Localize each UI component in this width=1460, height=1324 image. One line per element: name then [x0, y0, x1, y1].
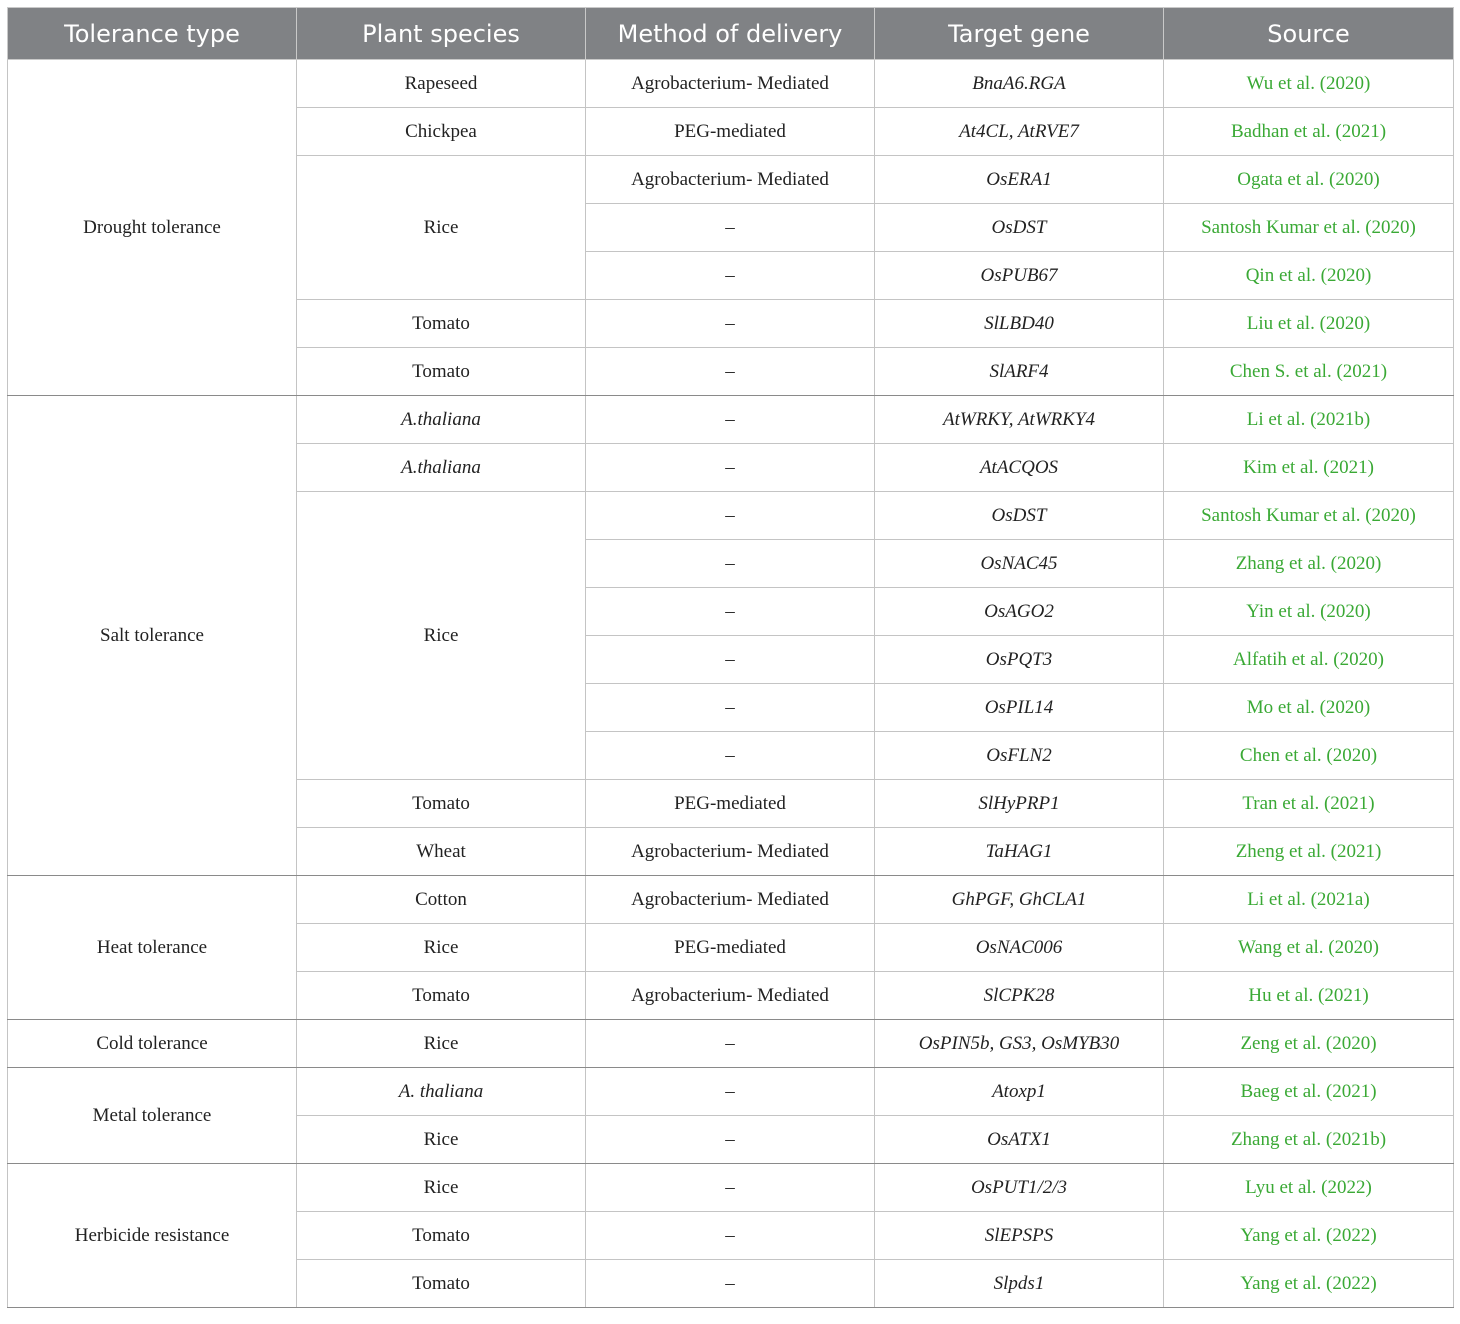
- header-tolerance-type: Tolerance type: [8, 8, 297, 60]
- tolerance-type-cell: Cold tolerance: [8, 1020, 297, 1068]
- source-reference-link[interactable]: Ogata et al. (2020): [1164, 156, 1454, 204]
- delivery-method-cell: –: [586, 252, 875, 300]
- delivery-method-cell: –: [586, 588, 875, 636]
- plant-species-cell: Rice: [297, 1116, 586, 1164]
- table-body: [8, 60, 1454, 1308]
- delivery-method-cell: –: [586, 1260, 875, 1308]
- delivery-method-cell: –: [586, 396, 875, 444]
- target-gene-cell: Slpds1: [875, 1260, 1164, 1308]
- target-gene-cell: BnaA6.RGA: [875, 60, 1164, 108]
- source-reference-link[interactable]: Baeg et al. (2021): [1164, 1068, 1454, 1116]
- delivery-method-cell: –: [586, 540, 875, 588]
- table-row: [8, 60, 1454, 108]
- header-method-of-delivery: Method of delivery: [586, 8, 875, 60]
- source-reference-link[interactable]: Zhang et al. (2021b): [1164, 1116, 1454, 1164]
- target-gene-cell: OsATX1: [875, 1116, 1164, 1164]
- source-reference-link[interactable]: Badhan et al. (2021): [1164, 108, 1454, 156]
- plant-species-cell: Rice: [297, 1020, 586, 1068]
- delivery-method-cell: –: [586, 348, 875, 396]
- target-gene-cell: OsPIN5b, GS3, OsMYB30: [875, 1020, 1164, 1068]
- header-row: [8, 8, 1454, 60]
- source-reference-link[interactable]: Santosh Kumar et al. (2020): [1164, 204, 1454, 252]
- source-reference-link[interactable]: Lyu et al. (2022): [1164, 1164, 1454, 1212]
- delivery-method-cell: PEG-mediated: [586, 108, 875, 156]
- source-reference-link[interactable]: Chen S. et al. (2021): [1164, 348, 1454, 396]
- delivery-method-cell: –: [586, 1068, 875, 1116]
- source-reference-link[interactable]: Zhang et al. (2020): [1164, 540, 1454, 588]
- plant-species-cell: Tomato: [297, 1212, 586, 1260]
- plant-species-cell: Tomato: [297, 1260, 586, 1308]
- target-gene-cell: OsFLN2: [875, 732, 1164, 780]
- target-gene-cell: OsERA1: [875, 156, 1164, 204]
- delivery-method-cell: Agrobacterium- Mediated: [586, 828, 875, 876]
- target-gene-cell: OsPIL14: [875, 684, 1164, 732]
- source-reference-link[interactable]: Yang et al. (2022): [1164, 1260, 1454, 1308]
- table-row: [8, 876, 1454, 924]
- delivery-method-cell: Agrobacterium- Mediated: [586, 876, 875, 924]
- plant-species-cell: Cotton: [297, 876, 586, 924]
- target-gene-cell: GhPGF, GhCLA1: [875, 876, 1164, 924]
- delivery-method-cell: –: [586, 1212, 875, 1260]
- source-reference-link[interactable]: Yin et al. (2020): [1164, 588, 1454, 636]
- target-gene-cell: AtWRKY, AtWRKY4: [875, 396, 1164, 444]
- plant-species-cell: Rice: [297, 156, 586, 300]
- tolerance-type-cell: Salt tolerance: [8, 396, 297, 876]
- plant-species-cell: A.thaliana: [297, 444, 586, 492]
- plant-species-cell: Rice: [297, 1164, 586, 1212]
- source-reference-link[interactable]: Chen et al. (2020): [1164, 732, 1454, 780]
- source-reference-link[interactable]: Santosh Kumar et al. (2020): [1164, 492, 1454, 540]
- source-reference-link[interactable]: Zeng et al. (2020): [1164, 1020, 1454, 1068]
- delivery-method-cell: –: [586, 732, 875, 780]
- source-reference-link[interactable]: Mo et al. (2020): [1164, 684, 1454, 732]
- target-gene-cell: OsDST: [875, 492, 1164, 540]
- delivery-method-cell: –: [586, 636, 875, 684]
- source-reference-link[interactable]: Wu et al. (2020): [1164, 60, 1454, 108]
- source-reference-link[interactable]: Zheng et al. (2021): [1164, 828, 1454, 876]
- plant-species-cell: Rapeseed: [297, 60, 586, 108]
- table-container: [7, 7, 1453, 1308]
- target-gene-cell: SlHyPRP1: [875, 780, 1164, 828]
- tolerance-type-cell: Heat tolerance: [8, 876, 297, 1020]
- plant-species-cell: A. thaliana: [297, 1068, 586, 1116]
- gene-tolerance-table: [7, 7, 1454, 1308]
- table-row: [8, 1020, 1454, 1068]
- plant-species-cell: Rice: [297, 924, 586, 972]
- source-reference-link[interactable]: Li et al. (2021b): [1164, 396, 1454, 444]
- tolerance-type-cell: Drought tolerance: [8, 60, 297, 396]
- table-header: [8, 8, 1454, 60]
- header-plant-species: Plant species: [297, 8, 586, 60]
- target-gene-cell: OsPUT1/2/3: [875, 1164, 1164, 1212]
- plant-species-cell: Tomato: [297, 300, 586, 348]
- table-row: [8, 1164, 1454, 1212]
- plant-species-cell: Tomato: [297, 972, 586, 1020]
- plant-species-cell: A.thaliana: [297, 396, 586, 444]
- target-gene-cell: SlCPK28: [875, 972, 1164, 1020]
- source-reference-link[interactable]: Liu et al. (2020): [1164, 300, 1454, 348]
- tolerance-type-cell: Herbicide resistance: [8, 1164, 297, 1308]
- plant-species-cell: Chickpea: [297, 108, 586, 156]
- target-gene-cell: At4CL, AtRVE7: [875, 108, 1164, 156]
- delivery-method-cell: PEG-mediated: [586, 924, 875, 972]
- plant-species-cell: Rice: [297, 492, 586, 780]
- source-reference-link[interactable]: Yang et al. (2022): [1164, 1212, 1454, 1260]
- tolerance-type-cell: Metal tolerance: [8, 1068, 297, 1164]
- source-reference-link[interactable]: Li et al. (2021a): [1164, 876, 1454, 924]
- delivery-method-cell: Agrobacterium- Mediated: [586, 156, 875, 204]
- delivery-method-cell: –: [586, 1116, 875, 1164]
- delivery-method-cell: –: [586, 492, 875, 540]
- target-gene-cell: OsNAC006: [875, 924, 1164, 972]
- target-gene-cell: OsPQT3: [875, 636, 1164, 684]
- plant-species-cell: Tomato: [297, 348, 586, 396]
- table-row: [8, 396, 1454, 444]
- target-gene-cell: Atoxp1: [875, 1068, 1164, 1116]
- target-gene-cell: OsNAC45: [875, 540, 1164, 588]
- source-reference-link[interactable]: Qin et al. (2020): [1164, 252, 1454, 300]
- source-reference-link[interactable]: Hu et al. (2021): [1164, 972, 1454, 1020]
- source-reference-link[interactable]: Wang et al. (2020): [1164, 924, 1454, 972]
- target-gene-cell: OsAGO2: [875, 588, 1164, 636]
- delivery-method-cell: –: [586, 1164, 875, 1212]
- source-reference-link[interactable]: Alfatih et al. (2020): [1164, 636, 1454, 684]
- header-source: Source: [1164, 8, 1454, 60]
- target-gene-cell: SlARF4: [875, 348, 1164, 396]
- plant-species-cell: Wheat: [297, 828, 586, 876]
- delivery-method-cell: –: [586, 1020, 875, 1068]
- delivery-method-cell: –: [586, 444, 875, 492]
- delivery-method-cell: PEG-mediated: [586, 780, 875, 828]
- target-gene-cell: TaHAG1: [875, 828, 1164, 876]
- target-gene-cell: OsPUB67: [875, 252, 1164, 300]
- target-gene-cell: AtACQOS: [875, 444, 1164, 492]
- delivery-method-cell: –: [586, 204, 875, 252]
- table-row: [8, 1068, 1454, 1116]
- target-gene-cell: SlEPSPS: [875, 1212, 1164, 1260]
- delivery-method-cell: Agrobacterium- Mediated: [586, 972, 875, 1020]
- target-gene-cell: SlLBD40: [875, 300, 1164, 348]
- delivery-method-cell: –: [586, 684, 875, 732]
- plant-species-cell: Tomato: [297, 780, 586, 828]
- source-reference-link[interactable]: Kim et al. (2021): [1164, 444, 1454, 492]
- delivery-method-cell: –: [586, 300, 875, 348]
- source-reference-link[interactable]: Tran et al. (2021): [1164, 780, 1454, 828]
- target-gene-cell: OsDST: [875, 204, 1164, 252]
- delivery-method-cell: Agrobacterium- Mediated: [586, 60, 875, 108]
- header-target-gene: Target gene: [875, 8, 1164, 60]
